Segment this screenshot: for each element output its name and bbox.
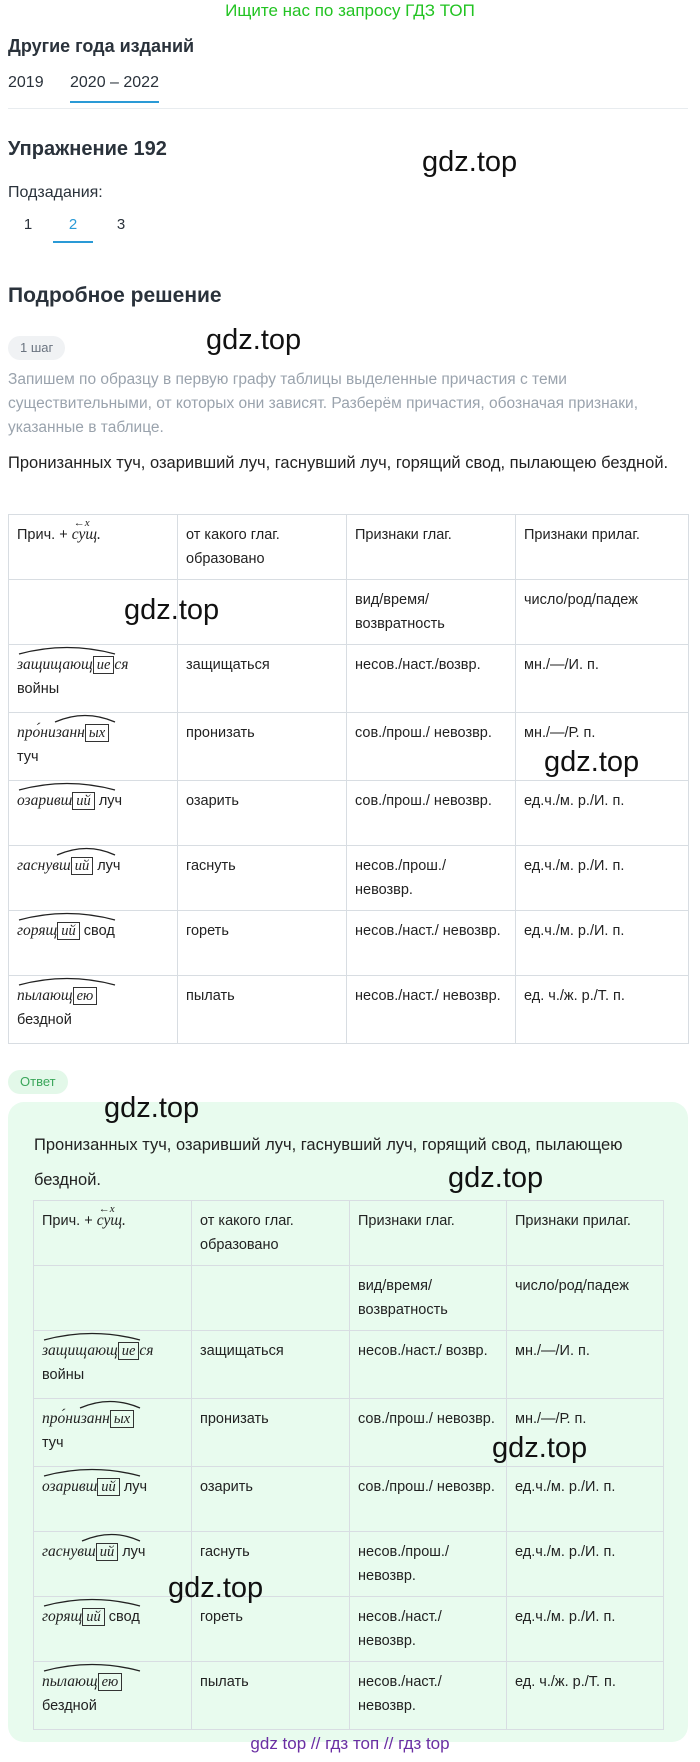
header-cell: Признаки прилаг. [507, 1201, 664, 1266]
table-header-row [34, 1201, 664, 1266]
participle-parsed: гаснувш [42, 1540, 96, 1564]
table-row: защищающ ие ся войны защищаться несов./наст./возвр. мн./—/И. п. [9, 645, 689, 713]
step-badge: 1 шаг [8, 336, 65, 360]
table-row: пылающ ею бездной пылать несов./наст./ невозвр. ед. ч./ж. р./Т. п. [34, 1662, 664, 1730]
answer-badge: Ответ [8, 1070, 68, 1094]
solution-intro: Запишем по образцу в первую графу таблицы выделенные причастия с теми существительными, от которых они зависят. Разберём причастия, обозначая признаки, указанные в таблице. [8, 371, 639, 436]
participle-parsed: горящ [42, 1605, 82, 1629]
year-tabs [8, 72, 688, 109]
other-years-heading: Другие года изданий [8, 36, 195, 56]
header-cell: Признаки глаг. [347, 515, 516, 580]
watermark: gdz.top [492, 1432, 588, 1464]
table-row: гаснувш ий луч гаснуть несов./прош./ невозвр. ед.ч./м. р./И. п. [34, 1532, 664, 1597]
solution-heading: Подробное решение [8, 284, 222, 307]
source-sentence: Пронизанных туч, озаривший луч, гаснувший луч, горящий свод, пылающею бездной. [8, 454, 669, 472]
table-row: про́низанн ых туч пронизать сов./прош./ невозвр. мн./—/Р. п. [9, 713, 689, 781]
subtask-tab-3[interactable]: 3 [116, 216, 126, 233]
watermark: gdz.top [544, 746, 640, 778]
participle-parsed: про́низанн [17, 721, 85, 745]
subtasks-label: Подзадания: [8, 184, 103, 201]
table-row: пылающ ею бездной пылать несов./наст./ невозвр. ед. ч./ж. р./Т. п. [9, 976, 689, 1044]
hint-cell: вид/время/ возвратность [350, 1266, 507, 1331]
header-cell: Прич. + ←x сущ. [34, 1201, 192, 1266]
hint-cell: число/род/падеж [516, 580, 689, 645]
header-cell: Признаки глаг. [350, 1201, 507, 1266]
table-row: про́низанн ых туч пронизать сов./прош./ невозвр. мн./—/Р. п. [34, 1399, 664, 1467]
header-cell: от какого глаг. образовано [178, 515, 347, 580]
table-header-row [9, 515, 689, 580]
table-row: горящ ий свод гореть несов./наст./ невозвр. ед.ч./м. р./И. п. [9, 911, 689, 976]
promo-banner: Ищите нас по запросу ГДЗ ТОП [225, 1, 475, 20]
header-cell: Прич. + ←x сущ. [9, 515, 178, 580]
header-cell: от какого глаг. образовано [192, 1201, 350, 1266]
table-row: гаснувш ий луч гаснуть несов./прош./ невозвр. ед.ч./м. р./И. п. [9, 846, 689, 911]
watermark: gdz.top [124, 594, 220, 626]
answer-table [33, 1200, 664, 1730]
hint-cell: число/род/падеж [507, 1266, 664, 1331]
subtask-tab-1[interactable]: 1 [23, 216, 33, 233]
participle-parsed: горящ [17, 919, 57, 943]
participle-parsed: пылающ [17, 984, 73, 1008]
watermark: gdz.top [168, 1572, 264, 1604]
participle-parsed: гаснувш [17, 854, 71, 878]
table-row [9, 580, 689, 645]
year-tab-2020-2022[interactable]: 2020 – 2022 [70, 74, 159, 103]
footer-links[interactable]: gdz top // гдз топ // гдз top [250, 1734, 450, 1753]
participle-parsed: про́низанн [42, 1407, 110, 1431]
participle-parsed: защищающ [42, 1339, 118, 1363]
table-row [34, 1266, 664, 1331]
subtask-tab-2[interactable]: 2 [53, 216, 93, 243]
answer-sentence: Пронизанных туч, озаривший луч, гаснувший луч, горящий свод, пылающею бездной. [34, 1136, 623, 1189]
hint-cell: вид/время/ возвратность [347, 580, 516, 645]
table-row: озаривш ий луч озарить сов./прош./ невозвр. ед.ч./м. р./И. п. [9, 781, 689, 846]
watermark: gdz.top [422, 146, 518, 178]
table-row: горящ ий свод гореть несов./наст./ невозвр. ед.ч./м. р./И. п. [34, 1597, 664, 1662]
watermark: gdz.top [448, 1162, 544, 1194]
watermark: gdz.top [206, 324, 302, 356]
year-tab-2019[interactable]: 2019 [8, 74, 44, 91]
participle-parsed: пылающ [42, 1670, 98, 1694]
solution-table [8, 514, 689, 1044]
watermark: gdz.top [104, 1092, 200, 1124]
exercise-title: Упражнение 192 [8, 138, 167, 160]
participle-parsed: озаривш [17, 789, 72, 813]
participle-parsed: озаривш [42, 1475, 97, 1499]
table-row: озаривш ий луч озарить сов./прош./ невозвр. ед.ч./м. р./И. п. [34, 1467, 664, 1532]
header-cell: Признаки прилаг. [516, 515, 689, 580]
participle-parsed: защищающ [17, 653, 93, 677]
table-row: защищающ ие ся войны защищаться несов./наст./ возвр. мн./—/И. п. [34, 1331, 664, 1399]
